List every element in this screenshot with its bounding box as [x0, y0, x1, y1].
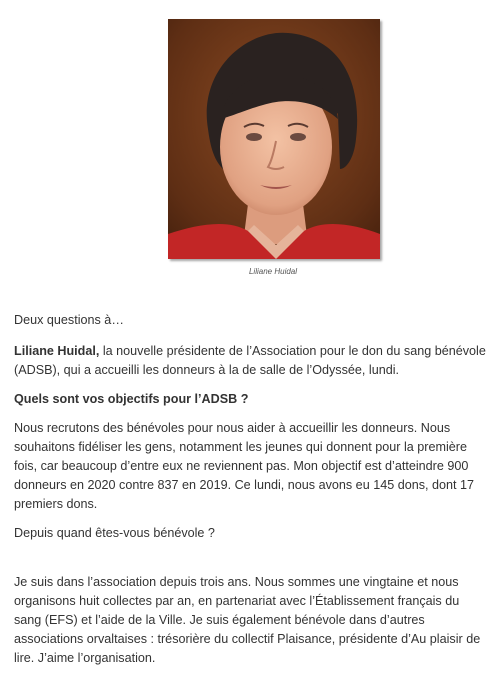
question-1: Quels sont vos objectifs pour l’ADSB ?	[14, 392, 249, 406]
portrait-image	[168, 19, 380, 259]
lead-text: la nouvelle présidente de l’Association pour le don du sang bénévole (ADSB), qui a accueilli les donneurs à la de salle de l’Odyssée, lundi.	[14, 344, 486, 377]
portrait-photo	[168, 19, 380, 259]
answer-2: Je suis dans l’association depuis trois ans. Nous sommes une vingtaine et nous organisons huit collectes par an, en partenariat avec l’Établissement français du sang (EFS) et l’aide de la Ville. Je suis également bénévole dans d’autres associations orvaltaises : trésorière du collectif Plaisance, présidente d’Au plaisir de lire. J’aime l’organisation.	[14, 575, 481, 665]
article-body	[14, 311, 490, 668]
intro-line: Deux questions à…	[14, 313, 124, 327]
interviewee-name: Liliane Huidal,	[14, 344, 100, 358]
photo-caption: Liliane Huidal	[248, 267, 298, 276]
lead-paragraph	[14, 342, 490, 380]
answer-1: Nous recrutons des bénévoles pour nous aider à accueillir les donneurs. Nous souhaitons fidéliser les gens, notamment les jeunes qui donnent pour la première fois, car beaucoup d’entre eux ne reviennent pas. Mon objectif est d’atteindre 900 donneurs en 2020 contre 837 en 2019. Ce lundi, nous avons eu 145 dons, dont 17 premiers dons.	[14, 421, 475, 511]
question-2: Depuis quand êtes-vous bénévole ?	[14, 526, 215, 540]
